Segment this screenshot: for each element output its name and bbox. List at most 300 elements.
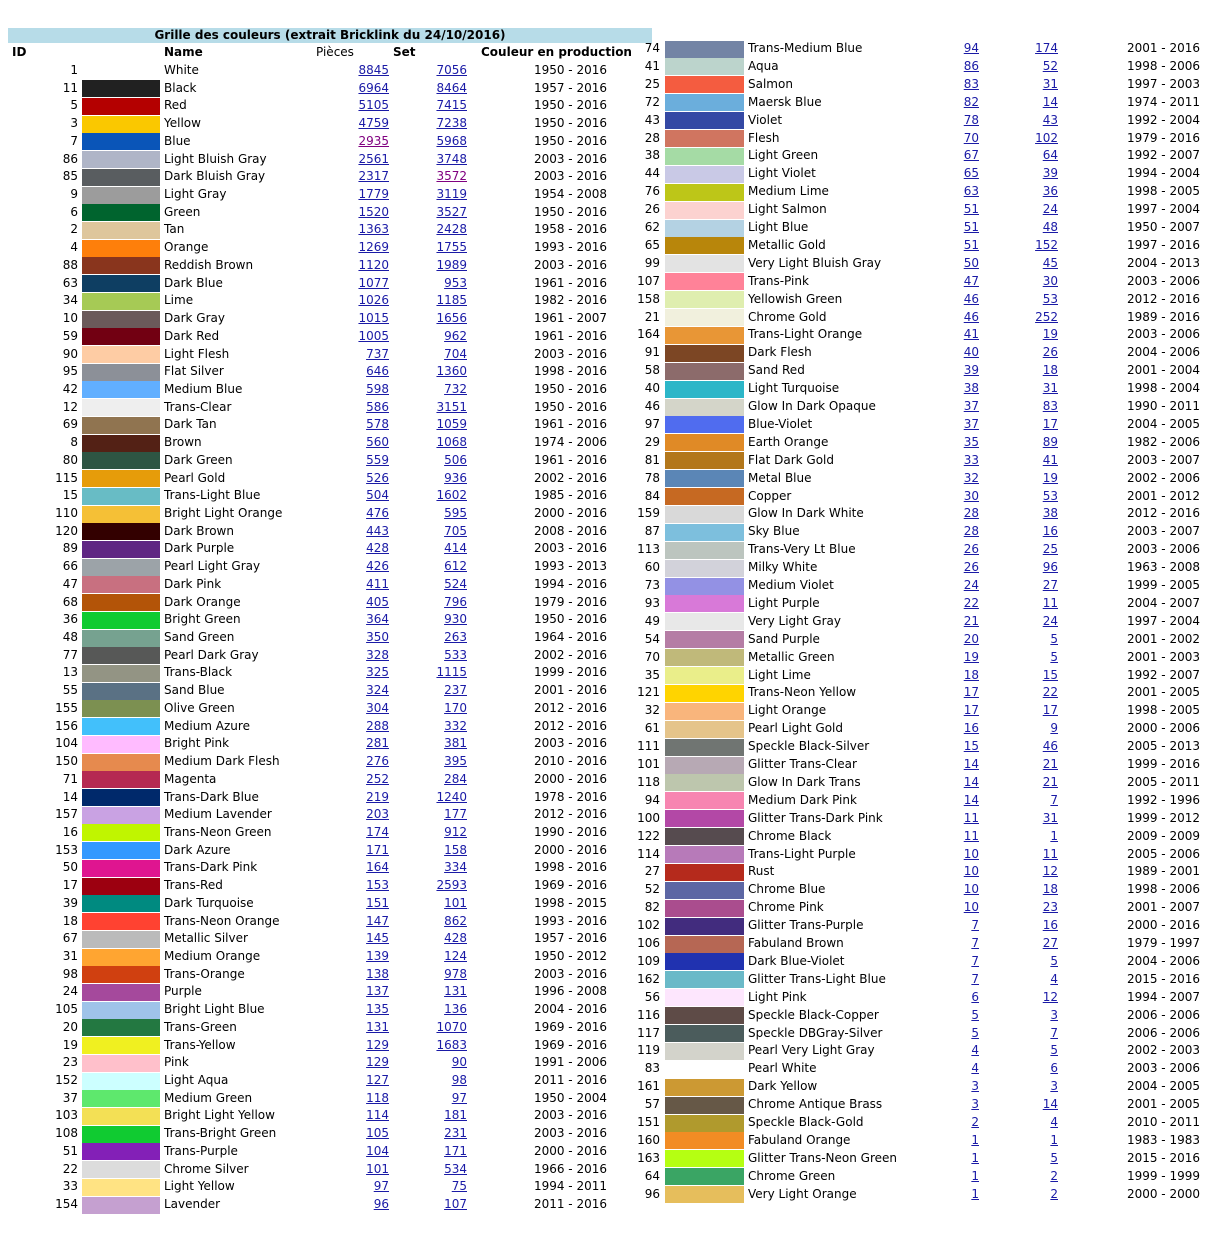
pieces-link[interactable]: 67 <box>963 148 979 163</box>
pieces-link[interactable]: 17 <box>963 703 979 718</box>
sets-link[interactable]: 53 <box>1042 291 1058 306</box>
pieces-link[interactable]: 16 <box>963 721 979 736</box>
sets-link[interactable]: 533 <box>444 647 467 662</box>
sets-link[interactable]: 5 <box>1050 953 1058 968</box>
sets-link[interactable]: 231 <box>444 1126 467 1141</box>
pieces-link[interactable]: 10 <box>963 900 979 915</box>
sets-link[interactable]: 612 <box>444 559 467 574</box>
pieces-link[interactable]: 1520 <box>358 204 389 219</box>
pieces-link[interactable]: 47 <box>963 273 979 288</box>
sets-link[interactable]: 38 <box>1042 506 1058 521</box>
pieces-link[interactable]: 8845 <box>358 63 389 77</box>
pieces-link[interactable]: 51 <box>963 237 979 252</box>
pieces-link[interactable]: 6 <box>971 989 979 1004</box>
pieces-link[interactable]: 135 <box>366 1002 389 1017</box>
sets-link[interactable]: 953 <box>444 275 467 290</box>
pieces-link[interactable]: 2935 <box>358 133 389 148</box>
sets-link[interactable]: 1070 <box>436 1019 467 1034</box>
color-id: 113 <box>637 542 660 557</box>
pieces-link[interactable]: 3 <box>971 1097 979 1112</box>
sets-link[interactable]: 1 <box>1050 1132 1058 1147</box>
sets-link[interactable]: 2593 <box>436 878 467 893</box>
sets-link[interactable]: 19 <box>1042 470 1058 485</box>
pieces-link[interactable]: 10 <box>963 846 979 861</box>
production-years: 1957 - 2016 <box>533 80 607 95</box>
pieces-link[interactable]: 443 <box>366 523 389 538</box>
sets-link[interactable]: 16 <box>1042 918 1058 933</box>
sets-link[interactable]: 131 <box>444 984 467 999</box>
color-row <box>0 76 1228 94</box>
sets-link[interactable]: 2428 <box>436 222 467 237</box>
sets-link[interactable]: 12 <box>1042 989 1058 1004</box>
sets-link[interactable]: 17 <box>1042 703 1058 718</box>
color-id: 101 <box>637 757 660 771</box>
pieces-link[interactable]: 41 <box>963 327 979 342</box>
pieces-link[interactable]: 147 <box>366 913 389 928</box>
sets-link[interactable]: 174 <box>1035 41 1058 55</box>
sets-link[interactable]: 181 <box>444 1108 467 1123</box>
sets-link[interactable]: 7 <box>1050 1025 1058 1040</box>
sets-link[interactable]: 5968 <box>436 133 467 148</box>
pieces-link[interactable]: 164 <box>366 860 389 875</box>
sets-link[interactable]: 14 <box>1042 1097 1058 1112</box>
pieces-link[interactable]: 3 <box>971 1079 979 1094</box>
color-swatch <box>665 148 744 165</box>
pieces-link[interactable]: 51 <box>963 220 979 234</box>
sets-link[interactable]: 936 <box>444 470 467 485</box>
pieces-link[interactable]: 46 <box>963 291 979 306</box>
pieces-link[interactable]: 26 <box>963 560 979 575</box>
sets-link[interactable]: 2 <box>1050 1186 1058 1201</box>
sets-link[interactable]: 22 <box>1042 685 1058 700</box>
color-row <box>0 452 1228 470</box>
sets-link[interactable]: 381 <box>444 736 467 751</box>
pieces-link[interactable]: 4759 <box>358 116 389 131</box>
pieces-link[interactable]: 1 <box>971 1186 979 1201</box>
pieces-link[interactable]: 15 <box>963 739 979 754</box>
pieces-link[interactable]: 39 <box>963 363 979 378</box>
color-name: Flat Silver <box>164 364 224 379</box>
sets-link[interactable]: 1068 <box>436 435 467 450</box>
sets-link[interactable]: 90 <box>451 1055 467 1070</box>
pieces-link[interactable]: 94 <box>963 41 979 55</box>
sets-link[interactable]: 4 <box>1050 1115 1058 1129</box>
sets-link[interactable]: 3572 <box>436 169 467 184</box>
sets-link[interactable]: 3 <box>1050 1007 1058 1022</box>
color-name: Speckle Black-Gold <box>748 1115 864 1129</box>
pieces-link[interactable]: 2 <box>971 1115 979 1129</box>
sets-link[interactable]: 732 <box>444 381 467 396</box>
sets-link[interactable]: 332 <box>444 718 467 733</box>
sets-link[interactable]: 704 <box>444 346 467 361</box>
color-id: 108 <box>55 1126 78 1141</box>
sets-link[interactable]: 6 <box>1050 1061 1058 1076</box>
pieces-link[interactable]: 7 <box>971 971 979 986</box>
sets-link[interactable]: 98 <box>451 1073 467 1088</box>
pieces-link[interactable]: 5105 <box>358 98 389 113</box>
production-years: 1958 - 2016 <box>533 222 607 237</box>
color-name: Reddish Brown <box>164 257 254 272</box>
color-swatch <box>665 488 744 505</box>
sets-link[interactable]: 83 <box>1042 399 1058 413</box>
pieces-link[interactable]: 14 <box>963 774 979 789</box>
color-id: 102 <box>637 918 660 933</box>
pieces-link[interactable]: 65 <box>963 166 979 181</box>
sets-link[interactable]: 1360 <box>436 364 467 379</box>
pieces-link[interactable]: 70 <box>963 130 979 145</box>
color-id: 26 <box>644 202 660 217</box>
sets-link[interactable]: 7 <box>1050 792 1058 807</box>
sets-link[interactable]: 7238 <box>436 116 467 131</box>
sets-link[interactable]: 171 <box>444 1143 467 1158</box>
sets-link[interactable]: 395 <box>444 754 467 769</box>
sets-link[interactable]: 8464 <box>436 80 467 95</box>
pieces-link[interactable]: 38 <box>963 381 979 396</box>
sets-link[interactable]: 17 <box>1042 416 1058 431</box>
pieces-link[interactable]: 46 <box>963 309 979 324</box>
sets-link[interactable]: 4 <box>1050 971 1058 986</box>
sets-link[interactable]: 3119 <box>436 187 467 202</box>
pieces-link[interactable]: 118 <box>366 1090 389 1105</box>
sets-link[interactable]: 2 <box>1050 1168 1058 1183</box>
pieces-link[interactable]: 504 <box>366 488 389 503</box>
pieces-link[interactable]: 83 <box>963 76 979 91</box>
pieces-link[interactable]: 14 <box>963 757 979 771</box>
sets-link[interactable]: 18 <box>1042 882 1058 897</box>
sets-link[interactable]: 101 <box>444 895 467 910</box>
production-years: 1964 - 2016 <box>533 630 607 645</box>
pieces-link[interactable]: 7 <box>971 953 979 968</box>
header-production: Couleur en production <box>481 45 632 59</box>
color-row <box>0 702 1228 720</box>
pieces-link[interactable]: 104 <box>366 1143 389 1158</box>
color-id: 15 <box>62 488 78 503</box>
pieces-link[interactable]: 2561 <box>358 151 389 166</box>
sets-link[interactable]: 705 <box>444 523 467 538</box>
pieces-link[interactable]: 325 <box>366 665 389 680</box>
sets-link[interactable]: 978 <box>444 966 467 981</box>
sets-link[interactable]: 5 <box>1050 1150 1058 1165</box>
pieces-link[interactable]: 145 <box>366 931 389 946</box>
pieces-link[interactable]: 276 <box>366 754 389 769</box>
sets-link[interactable]: 3151 <box>436 399 467 414</box>
pieces-link[interactable]: 17 <box>963 685 979 700</box>
pieces-link[interactable]: 96 <box>373 1197 389 1212</box>
sets-link[interactable]: 25 <box>1042 542 1058 557</box>
sets-link[interactable]: 237 <box>444 683 467 698</box>
sets-link[interactable]: 39 <box>1042 166 1058 181</box>
sets-link[interactable]: 506 <box>444 452 467 467</box>
pieces-link[interactable]: 78 <box>963 112 979 127</box>
pieces-link[interactable]: 426 <box>366 559 389 574</box>
pieces-link[interactable]: 364 <box>366 612 389 627</box>
pieces-link[interactable]: 11 <box>963 810 979 825</box>
pieces-link[interactable]: 18 <box>963 667 979 682</box>
sets-link[interactable]: 1683 <box>436 1037 467 1052</box>
pieces-link[interactable]: 405 <box>366 594 389 609</box>
pieces-link[interactable]: 1026 <box>358 293 389 308</box>
pieces-link[interactable]: 129 <box>366 1055 389 1070</box>
pieces-link[interactable]: 28 <box>963 524 979 539</box>
sets-link[interactable]: 30 <box>1042 273 1058 288</box>
sets-link[interactable]: 1185 <box>436 293 467 308</box>
sets-link[interactable]: 41 <box>1042 452 1058 467</box>
pieces-link[interactable]: 4 <box>971 1043 979 1058</box>
sets-link[interactable]: 27 <box>1042 936 1058 950</box>
sets-link[interactable]: 89 <box>1042 434 1058 449</box>
color-name: Trans-Medium Blue <box>748 41 863 55</box>
sets-link[interactable]: 107 <box>444 1197 467 1212</box>
pieces-link[interactable]: 105 <box>366 1126 389 1141</box>
color-id: 11 <box>62 80 78 95</box>
sets-link[interactable]: 1 <box>1050 828 1058 843</box>
sets-link[interactable]: 930 <box>444 612 467 627</box>
sets-link[interactable]: 1602 <box>436 488 467 503</box>
sets-link[interactable]: 3748 <box>436 151 467 166</box>
color-swatch <box>665 721 744 738</box>
sets-link[interactable]: 11 <box>1042 846 1058 861</box>
pieces-link[interactable]: 24 <box>963 578 979 592</box>
color-swatch <box>665 1186 744 1203</box>
pieces-link[interactable]: 22 <box>963 595 979 610</box>
sets-link[interactable]: 97 <box>451 1090 467 1105</box>
sets-link[interactable]: 21 <box>1042 757 1058 771</box>
production-years: 2001 - 2003 <box>1126 649 1200 664</box>
sets-link[interactable]: 152 <box>1035 237 1058 252</box>
sets-link[interactable]: 428 <box>444 931 467 946</box>
sets-link[interactable]: 31 <box>1042 810 1058 825</box>
pieces-link[interactable]: 7 <box>971 936 979 950</box>
pieces-link[interactable]: 131 <box>366 1019 389 1034</box>
color-name: Dark Turquoise <box>164 895 254 910</box>
production-years: 1950 - 2007 <box>1126 220 1200 234</box>
pieces-link[interactable]: 350 <box>366 630 389 645</box>
pieces-link[interactable]: 86 <box>963 58 979 73</box>
pieces-link[interactable]: 5 <box>971 1007 979 1022</box>
pieces-link[interactable]: 33 <box>963 452 979 467</box>
sets-link[interactable]: 124 <box>444 949 467 963</box>
pieces-link[interactable]: 151 <box>366 895 389 910</box>
pieces-link[interactable]: 252 <box>366 771 389 786</box>
sets-link[interactable]: 3 <box>1050 1079 1058 1094</box>
color-name: Yellowish Green <box>748 291 843 306</box>
sets-link[interactable]: 26 <box>1042 345 1058 360</box>
pieces-link[interactable]: 598 <box>366 381 389 396</box>
sets-link[interactable]: 102 <box>1035 130 1058 145</box>
pieces-link[interactable]: 411 <box>366 576 389 591</box>
sets-link[interactable]: 284 <box>444 771 467 786</box>
sets-link[interactable]: 27 <box>1042 578 1058 592</box>
pieces-link[interactable]: 288 <box>366 718 389 733</box>
color-row <box>0 738 1228 756</box>
pieces-link[interactable]: 40 <box>963 345 979 360</box>
pieces-link[interactable]: 428 <box>366 541 389 556</box>
pieces-link[interactable]: 21 <box>963 613 979 628</box>
sets-link[interactable]: 14 <box>1042 94 1058 109</box>
pieces-link[interactable]: 127 <box>366 1073 389 1088</box>
color-swatch <box>665 506 744 523</box>
pieces-link[interactable]: 5 <box>971 1025 979 1040</box>
sets-link[interactable]: 7056 <box>436 63 467 77</box>
pieces-link[interactable]: 4 <box>971 1061 979 1076</box>
sets-link[interactable]: 21 <box>1042 774 1058 789</box>
sets-link[interactable]: 43 <box>1042 112 1058 127</box>
sets-link[interactable]: 1059 <box>436 417 467 432</box>
pieces-link[interactable]: 203 <box>366 807 389 822</box>
sets-link[interactable]: 796 <box>444 594 467 609</box>
pieces-link[interactable]: 281 <box>366 736 389 751</box>
pieces-link[interactable]: 137 <box>366 984 389 999</box>
sets-link[interactable]: 170 <box>444 700 467 715</box>
pieces-link[interactable]: 578 <box>366 417 389 432</box>
pieces-link[interactable]: 526 <box>366 470 389 485</box>
sets-link[interactable]: 252 <box>1035 309 1058 324</box>
pieces-link[interactable]: 560 <box>366 435 389 450</box>
pieces-link[interactable]: 97 <box>373 1179 389 1194</box>
color-name: Dark Brown <box>164 523 234 538</box>
sets-link[interactable]: 53 <box>1042 488 1058 503</box>
sets-link[interactable]: 64 <box>1042 148 1058 163</box>
sets-link[interactable]: 7415 <box>436 98 467 113</box>
pieces-link[interactable]: 35 <box>963 434 979 449</box>
sets-link[interactable]: 524 <box>444 576 467 591</box>
pieces-link[interactable]: 1 <box>971 1132 979 1147</box>
sets-link[interactable]: 1240 <box>436 789 467 804</box>
color-row <box>0 720 1228 738</box>
pieces-link[interactable]: 2317 <box>358 169 389 184</box>
sets-link[interactable]: 24 <box>1042 613 1058 628</box>
pieces-link[interactable]: 37 <box>963 399 979 413</box>
color-name: Glitter Trans-Neon Green <box>748 1150 898 1165</box>
sets-link[interactable]: 75 <box>451 1179 467 1194</box>
sets-link[interactable]: 1115 <box>436 665 467 680</box>
sets-link[interactable]: 177 <box>444 807 467 822</box>
sets-link[interactable]: 5 <box>1050 649 1058 664</box>
pieces-link[interactable]: 10 <box>963 882 979 897</box>
sets-link[interactable]: 45 <box>1042 255 1058 270</box>
sets-link[interactable]: 862 <box>444 913 467 928</box>
sets-link[interactable]: 595 <box>444 506 467 520</box>
pieces-link[interactable]: 476 <box>366 506 389 520</box>
pieces-link[interactable]: 153 <box>366 878 389 893</box>
pieces-link[interactable]: 32 <box>963 470 979 485</box>
sets-link[interactable]: 48 <box>1042 220 1058 234</box>
sets-link[interactable]: 31 <box>1042 381 1058 396</box>
pieces-link[interactable]: 171 <box>366 842 389 857</box>
color-id: 28 <box>644 130 660 145</box>
pieces-link[interactable]: 737 <box>366 346 389 361</box>
sets-link[interactable]: 11 <box>1042 595 1058 610</box>
color-name: Dark Bluish Gray <box>164 169 266 184</box>
pieces-link[interactable]: 7 <box>971 918 979 933</box>
sets-link[interactable]: 23 <box>1042 900 1058 915</box>
pieces-link[interactable]: 304 <box>366 700 389 715</box>
pieces-link[interactable]: 1015 <box>358 311 389 326</box>
pieces-link[interactable]: 174 <box>366 824 389 839</box>
pieces-link[interactable]: 26 <box>963 542 979 557</box>
pieces-link[interactable]: 219 <box>366 789 389 804</box>
pieces-link[interactable]: 14 <box>963 792 979 807</box>
pieces-link[interactable]: 1269 <box>358 240 389 255</box>
pieces-link[interactable]: 37 <box>963 416 979 431</box>
sets-link[interactable]: 36 <box>1042 184 1058 199</box>
sets-link[interactable]: 1989 <box>436 257 467 272</box>
color-id: 97 <box>644 416 660 431</box>
sets-link[interactable]: 1755 <box>436 240 467 255</box>
pieces-link[interactable]: 28 <box>963 506 979 521</box>
pieces-link[interactable]: 139 <box>366 949 389 963</box>
pieces-link[interactable]: 1077 <box>358 275 389 290</box>
pieces-link[interactable]: 559 <box>366 452 389 467</box>
pieces-link[interactable]: 10 <box>963 864 979 879</box>
pieces-link[interactable]: 129 <box>366 1037 389 1052</box>
pieces-link[interactable]: 101 <box>366 1161 389 1176</box>
pieces-link[interactable]: 328 <box>366 647 389 662</box>
pieces-link[interactable]: 1 <box>971 1150 979 1165</box>
sets-link[interactable]: 31 <box>1042 76 1058 91</box>
sets-link[interactable]: 15 <box>1042 667 1058 682</box>
color-swatch <box>665 416 744 433</box>
sets-link[interactable]: 534 <box>444 1161 467 1176</box>
pieces-link[interactable]: 82 <box>963 94 979 109</box>
sets-link[interactable]: 12 <box>1042 864 1058 879</box>
sets-link[interactable]: 962 <box>444 328 467 343</box>
sets-link[interactable]: 5 <box>1050 1043 1058 1058</box>
sets-link[interactable]: 24 <box>1042 202 1058 217</box>
pieces-link[interactable]: 1120 <box>358 257 389 272</box>
color-row <box>0 667 1228 685</box>
sets-link[interactable]: 52 <box>1042 58 1058 73</box>
pieces-link[interactable]: 138 <box>366 966 389 981</box>
pieces-link[interactable]: 63 <box>963 184 979 199</box>
sets-link[interactable]: 136 <box>444 1002 467 1017</box>
color-id: 51 <box>62 1143 78 1158</box>
pieces-link[interactable]: 6964 <box>358 80 389 95</box>
sets-link[interactable]: 9 <box>1050 721 1058 736</box>
pieces-link[interactable]: 646 <box>366 364 389 379</box>
production-years: 1950 - 2016 <box>533 399 607 414</box>
pieces-link[interactable]: 51 <box>963 202 979 217</box>
sets-link[interactable]: 263 <box>444 630 467 645</box>
sets-link[interactable]: 334 <box>444 860 467 875</box>
sets-link[interactable]: 46 <box>1042 739 1058 754</box>
pieces-link[interactable]: 20 <box>963 631 979 646</box>
pieces-link[interactable]: 324 <box>366 683 389 698</box>
pieces-link[interactable]: 19 <box>963 649 979 664</box>
pieces-link[interactable]: 1779 <box>358 187 389 202</box>
sets-link[interactable]: 414 <box>444 541 467 556</box>
sets-link[interactable]: 19 <box>1042 327 1058 342</box>
pieces-link[interactable]: 1 <box>971 1168 979 1183</box>
sets-link[interactable]: 158 <box>444 842 467 857</box>
sets-link[interactable]: 96 <box>1042 560 1058 575</box>
pieces-link[interactable]: 114 <box>366 1108 389 1123</box>
production-years: 1998 - 2005 <box>1126 184 1200 199</box>
sets-link[interactable]: 1656 <box>436 311 467 326</box>
sets-link[interactable]: 5 <box>1050 631 1058 646</box>
pieces-link[interactable]: 50 <box>963 255 979 270</box>
pieces-link[interactable]: 11 <box>963 828 979 843</box>
sets-link[interactable]: 3527 <box>436 204 467 219</box>
color-id: 85 <box>62 169 78 184</box>
pieces-link[interactable]: 586 <box>366 399 389 414</box>
sets-link[interactable]: 16 <box>1042 524 1058 539</box>
pieces-link[interactable]: 1005 <box>358 328 389 343</box>
pieces-link[interactable]: 1363 <box>358 222 389 237</box>
pieces-link[interactable]: 30 <box>963 488 979 503</box>
sets-link[interactable]: 18 <box>1042 363 1058 378</box>
sets-link[interactable]: 912 <box>444 824 467 839</box>
